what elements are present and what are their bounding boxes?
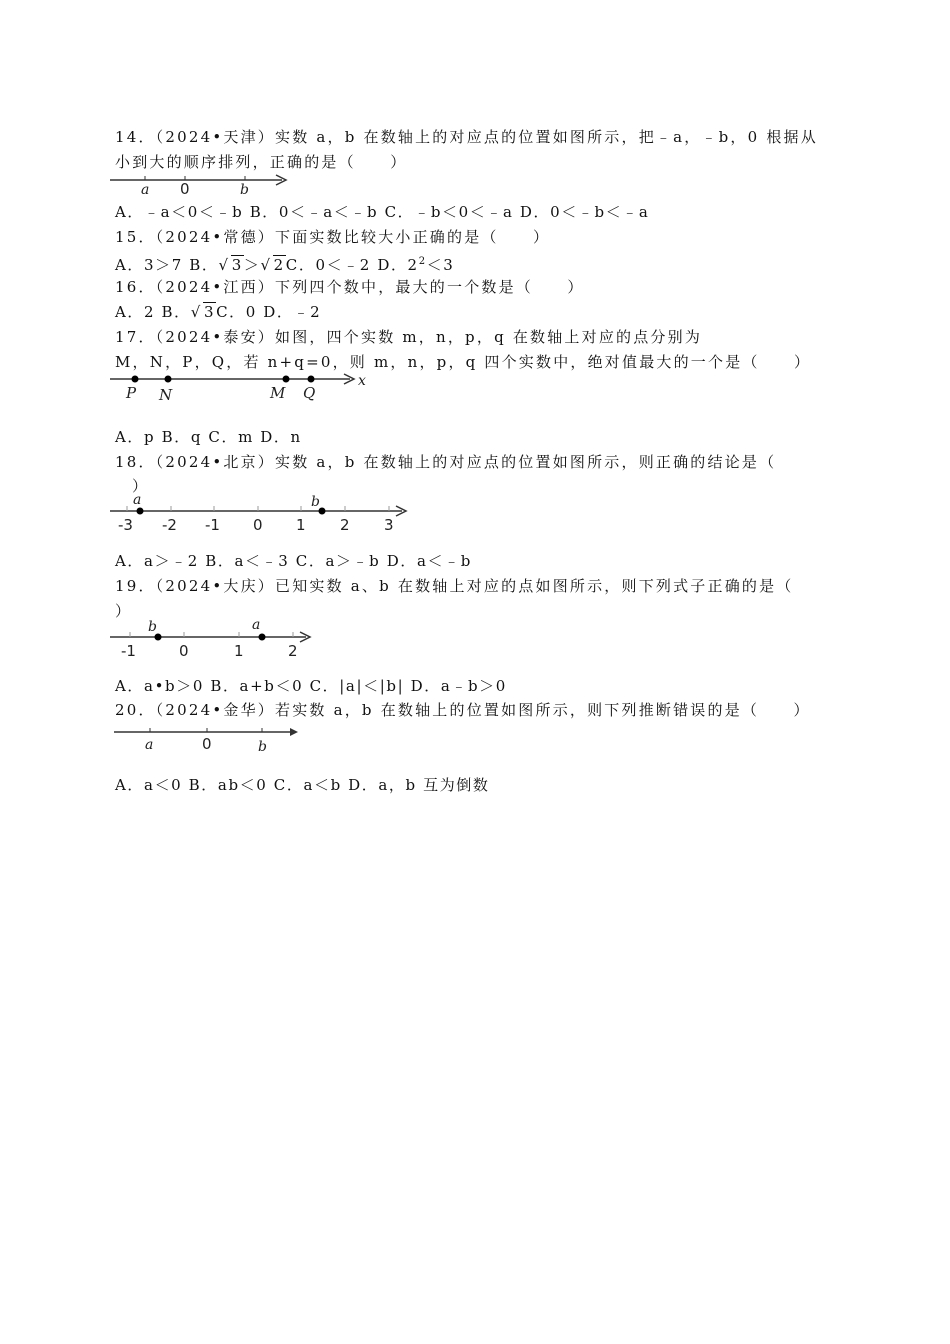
- q20-label-a: a: [145, 737, 154, 753]
- q16-opt-cd: C．0 D．﹣2: [216, 303, 322, 321]
- q14-label-b: b: [240, 182, 249, 198]
- q15-sqrt2: √ 2: [260, 256, 285, 274]
- q15-gt: ＞: [243, 256, 261, 274]
- q18-tick-0: 0: [253, 516, 263, 534]
- q17-stem-line2: M，N，P，Q，若 n+q=0，则 m，n，p，q 四个实数中，绝对值最大的一个是（ ）: [115, 353, 812, 371]
- q16-sqrt3: √ 3: [190, 303, 216, 321]
- q18-point-a: a: [133, 492, 142, 508]
- q19-number-line: [110, 619, 325, 659]
- q14-stem-line2: 小到大的顺序排列，正确的是（ ）: [115, 153, 408, 171]
- q17-options: A．p B．q C．m D．n: [115, 428, 302, 446]
- q15-options: [115, 252, 454, 275]
- q18-options: A．a＞﹣2 B．a＜﹣3 C．a＞﹣b D．a＜﹣b: [115, 552, 472, 570]
- q19-stem-line1: 19．（2024•大庆）已知实数 a、b 在数轴上对应的点如图所示，则下列式子正确的是（: [115, 577, 794, 595]
- q17-label-p: P: [126, 384, 137, 402]
- q19-tick-neg1: -1: [121, 642, 136, 660]
- q14-label-a: a: [141, 182, 150, 198]
- q17-label-q: Q: [303, 384, 316, 402]
- q18-point-b: b: [311, 494, 320, 510]
- q15-exponent: 2: [418, 256, 427, 267]
- q17-label-m: M: [270, 384, 286, 402]
- q15-stem: 15．（2024•常德）下面实数比较大小正确的是（ ）: [115, 228, 551, 246]
- q20-label-0: 0: [202, 735, 212, 753]
- q18-stem-line1: 18．（2024•北京）实数 a，b 在数轴上的对应点的位置如图所示，则正确的结论是（: [115, 453, 777, 471]
- q18-tick-1: 1: [296, 516, 306, 534]
- q15-opt-c: C．0＜﹣2 D．2: [285, 256, 419, 274]
- q15-opt-a: A．3＞7 B．: [115, 256, 219, 274]
- q18-number-line: [110, 494, 420, 534]
- q19-tick-0: 0: [179, 642, 189, 660]
- q20-number-line: [114, 722, 314, 756]
- q14-label-0: 0: [180, 180, 190, 198]
- q15-sqrt3: √ 3: [218, 256, 243, 274]
- q14-options: A．﹣a＜0＜﹣b B．0＜﹣a＜﹣b C．﹣b＜0＜﹣a D．0＜﹣b＜﹣a: [115, 203, 650, 221]
- q14-stem-line1: 14．（2024•天津）实数 a，b 在数轴上的对应点的位置如图所示，把﹣a，﹣b，0 根据从: [115, 128, 818, 146]
- q19-tick-2: 2: [288, 642, 298, 660]
- q17-number-line: [110, 368, 380, 404]
- q16-options: [115, 302, 321, 322]
- q16-opt-ab: A．2 B．: [115, 303, 191, 321]
- q19-tick-1: 1: [234, 642, 244, 660]
- q17-label-x: x: [358, 373, 366, 389]
- q18-tick-neg3: -3: [118, 516, 133, 534]
- q20-options: A．a＜0 B．ab＜0 C．a＜b D．a，b 互为倒数: [115, 776, 490, 794]
- q19-point-b: b: [148, 619, 157, 635]
- q18-tick-2: 2: [340, 516, 350, 534]
- q19-point-a: a: [252, 617, 261, 633]
- q20-stem: 20．（2024•金华）若实数 a，b 在数轴上的位置如图所示，则下列推断错误的是（ ）: [115, 701, 811, 719]
- q19-options: A．a•b＞0 B．a+b＜0 C．|a|＜|b| D．a﹣b＞0: [115, 677, 507, 695]
- q15-opt-d-end: ＜3: [426, 256, 455, 274]
- q18-stem-line2: ）: [132, 477, 150, 495]
- q14-number-line: [110, 168, 300, 202]
- q19-stem-line2: ）: [115, 602, 133, 620]
- q17-label-n: N: [159, 386, 173, 404]
- q18-tick-3: 3: [384, 516, 394, 534]
- q20-label-b: b: [258, 739, 267, 755]
- q18-tick-neg1: -1: [205, 516, 220, 534]
- q16-stem: 16．（2024•江西）下列四个数中，最大的一个数是（ ）: [115, 278, 585, 296]
- q17-stem-line1: 17．（2024•泰安）如图，四个实数 m，n，p，q 在数轴上对应的点分别为: [115, 328, 703, 346]
- q18-tick-neg2: -2: [162, 516, 177, 534]
